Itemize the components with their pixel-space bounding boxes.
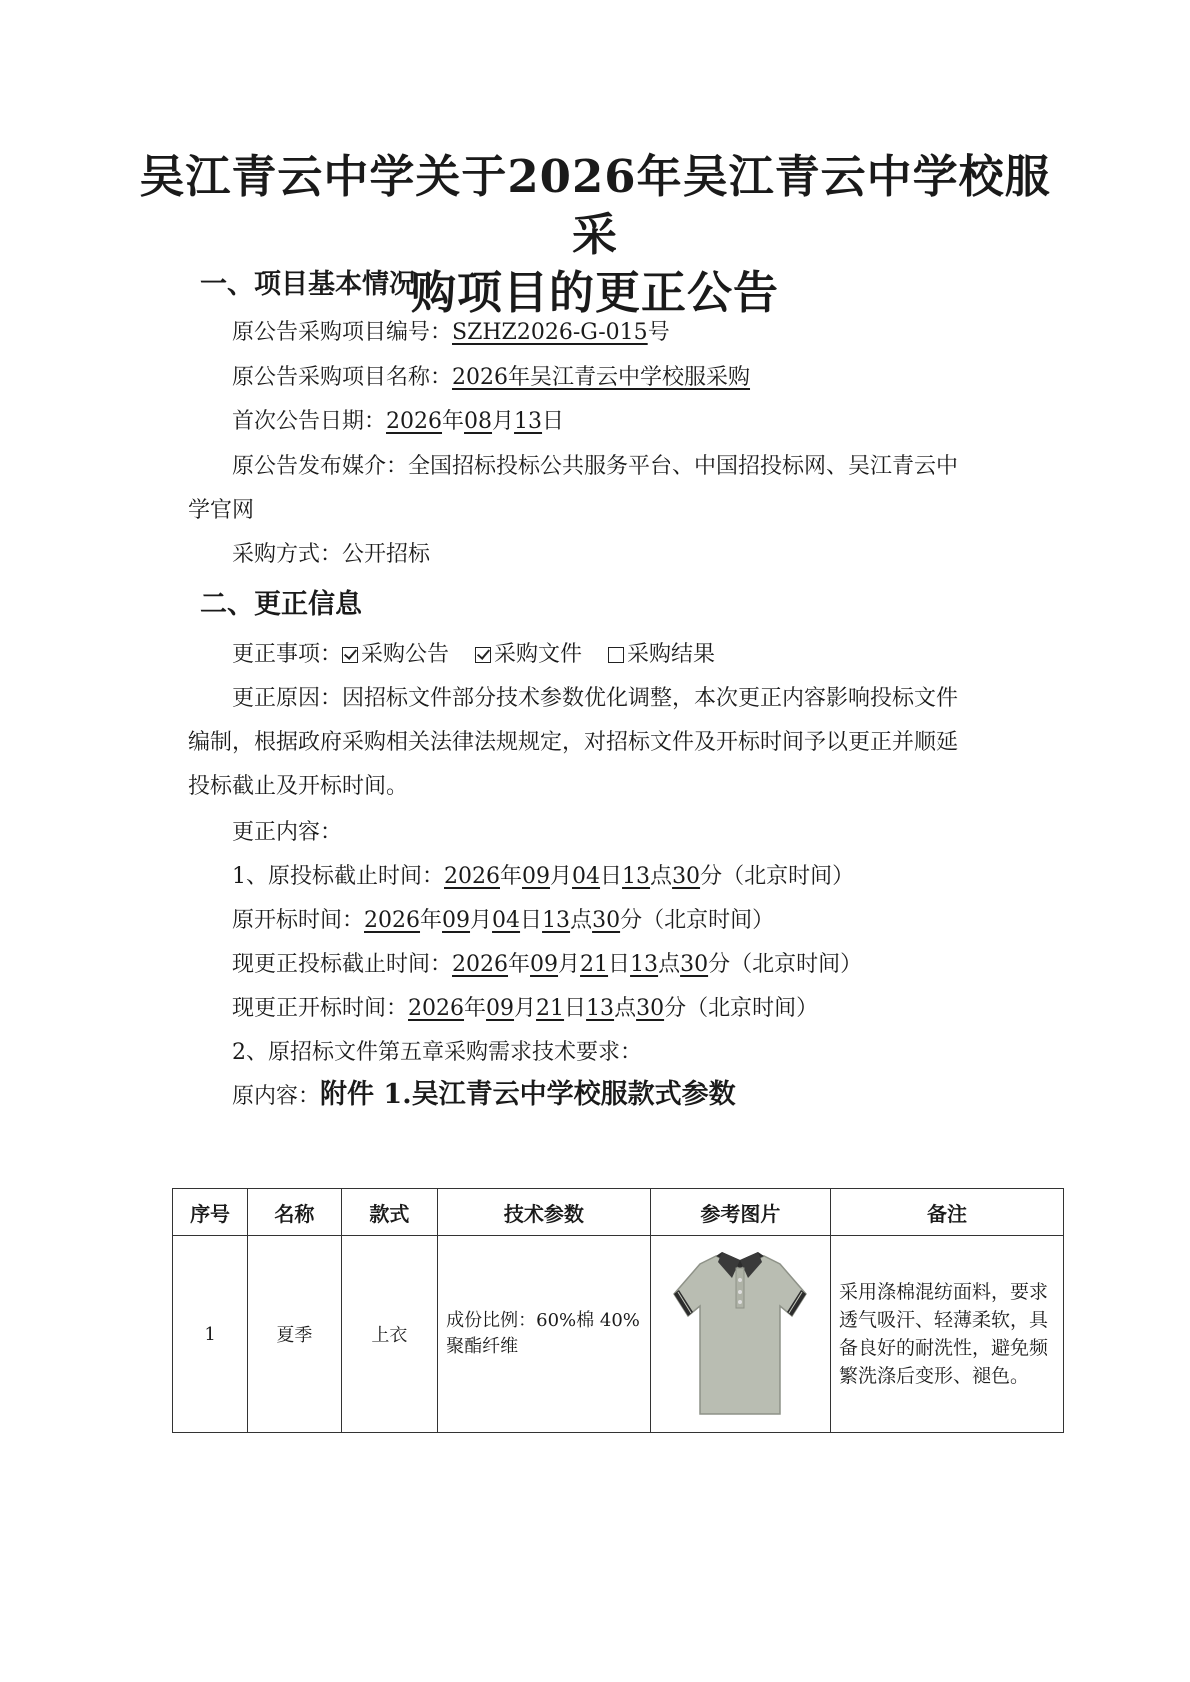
project-name-label: 原公告采购项目名称： — [232, 365, 453, 390]
option-results — [608, 642, 715, 667]
reason-line-3: 投标截止及开标时间。 — [188, 774, 409, 799]
reason-line-2: 编制，根据政府采购相关法律法规规定，对招标文件及开标时间予以更正并顺延 — [188, 730, 959, 755]
option-label: 采购文件 — [494, 642, 583, 667]
original-content-label: 原内容： — [232, 1084, 321, 1109]
first-date-day: 13 — [514, 409, 543, 434]
time-label: 现更正开标时间： — [232, 996, 409, 1021]
attachment-title: 附件 1.吴江青云中学校服款式参数 — [320, 1079, 736, 1110]
header-name: 名称 — [248, 1189, 341, 1236]
item-2-line: 2、原招标文件第五章采购需求技术要求： — [232, 1040, 642, 1065]
time-minute: 30 — [680, 952, 709, 977]
uniform-spec-table — [172, 1188, 1064, 1433]
time-zone: （北京时间） — [730, 952, 863, 977]
time-hour: 13 — [586, 996, 615, 1021]
time-day: 21 — [580, 952, 609, 977]
cell-image — [650, 1236, 830, 1433]
time-unit: 分 — [708, 952, 731, 977]
procurement-method: 采购方式：公开招标 — [232, 542, 431, 567]
cell-name: 夏季 — [248, 1236, 341, 1433]
unit-day: 日 — [542, 409, 565, 434]
time-month: 09 — [530, 952, 559, 977]
time-unit: 年 — [508, 952, 531, 977]
header-image: 参考图片 — [650, 1189, 830, 1236]
time-year: 2026 — [452, 952, 509, 977]
section-heading-correction: 二、更正信息 — [200, 589, 362, 620]
time-unit: 分 — [664, 996, 687, 1021]
time-unit: 日 — [608, 952, 631, 977]
project-name: 2026年吴江青云中学校服采购 — [452, 365, 751, 390]
time-line — [232, 950, 862, 980]
project-number: SZHZ2026-G-015 — [452, 320, 648, 345]
time-label: 现更正投标截止时间： — [232, 952, 453, 977]
time-day: 21 — [536, 996, 565, 1021]
cell-params: 成份比例：60%棉 40%聚酯纤维 — [438, 1236, 651, 1433]
time-unit: 月 — [550, 864, 573, 889]
time-unit: 月 — [470, 908, 493, 933]
time-month: 09 — [442, 908, 471, 933]
checkbox-unchecked-icon — [608, 647, 624, 663]
time-unit: 分 — [700, 864, 723, 889]
time-unit: 点 — [658, 952, 681, 977]
option-label: 采购公告 — [361, 642, 450, 667]
table-row — [173, 1236, 1064, 1433]
time-year: 2026 — [364, 908, 421, 933]
option-label: 采购结果 — [627, 642, 716, 667]
project-number-line — [232, 318, 670, 348]
content-label: 更正内容： — [232, 820, 343, 845]
project-number-suffix: 号 — [647, 320, 670, 345]
header-params: 技术参数 — [438, 1189, 651, 1236]
table-header-row — [173, 1189, 1064, 1236]
first-date-month: 08 — [464, 409, 493, 434]
time-label: 原开标时间： — [232, 908, 365, 933]
time-unit: 日 — [564, 996, 587, 1021]
media-line-1: 原公告发布媒介：全国招标投标公共服务平台、中国招投标网、吴江青云中 — [232, 454, 959, 479]
time-hour: 13 — [630, 952, 659, 977]
time-minute: 30 — [636, 996, 665, 1021]
time-year: 2026 — [444, 864, 500, 889]
media-line-2: 学官网 — [188, 498, 255, 523]
cell-note: 采用涤棉混纺面料，要求透气吸汗、轻薄柔软，具备良好的耐洗性，避免频繁洗涤后变形、褪色。 — [831, 1236, 1064, 1433]
header-no: 序号 — [173, 1189, 248, 1236]
time-unit: 年 — [420, 908, 443, 933]
time-unit: 分 — [620, 908, 643, 933]
time-unit: 月 — [514, 996, 537, 1021]
time-line — [232, 906, 774, 936]
cell-style: 上衣 — [341, 1236, 438, 1433]
time-month: 09 — [486, 996, 515, 1021]
first-date-line — [232, 407, 564, 437]
first-date-label: 首次公告日期： — [232, 409, 387, 434]
time-zone: （北京时间） — [722, 864, 855, 889]
time-line — [232, 862, 854, 892]
time-year: 2026 — [408, 996, 465, 1021]
time-unit: 年 — [464, 996, 487, 1021]
time-minute: 30 — [592, 908, 621, 933]
time-unit: 日 — [600, 864, 623, 889]
unit-month: 月 — [492, 409, 515, 434]
time-hour: 13 — [622, 864, 651, 889]
time-day: 04 — [492, 908, 521, 933]
original-content-line — [232, 1080, 736, 1112]
option-announcement — [342, 642, 449, 667]
header-style: 款式 — [341, 1189, 438, 1236]
header-note: 备注 — [831, 1189, 1064, 1236]
option-documents — [475, 642, 582, 667]
project-number-label: 原公告采购项目编号： — [232, 320, 453, 345]
time-month: 09 — [522, 864, 551, 889]
time-unit: 点 — [614, 996, 637, 1021]
time-minute: 30 — [672, 864, 701, 889]
title-line-2: 购项目的更正公告 — [410, 266, 779, 319]
first-date-year: 2026 — [386, 409, 443, 434]
correction-items-label: 更正事项： — [232, 642, 343, 667]
time-unit: 日 — [520, 908, 543, 933]
section-heading-basic-info: 一、项目基本情况 — [200, 269, 416, 300]
time-line — [232, 994, 818, 1024]
time-zone: （北京时间） — [686, 996, 819, 1021]
project-name-line — [232, 363, 750, 393]
time-unit: 点 — [650, 864, 673, 889]
correction-items-line — [232, 640, 741, 670]
time-unit: 月 — [558, 952, 581, 977]
reason-line-1: 更正原因：因招标文件部分技术参数优化调整，本次更正内容影响投标文件 — [232, 686, 959, 711]
time-unit: 点 — [570, 908, 593, 933]
time-unit: 年 — [500, 864, 523, 889]
checkbox-checked-icon — [342, 647, 358, 663]
unit-year: 年 — [442, 409, 465, 434]
title-line-1: 吴江青云中学关于2026年吴江青云中学校服采 — [139, 150, 1051, 261]
time-hour: 13 — [542, 908, 571, 933]
time-day: 04 — [572, 864, 601, 889]
cell-no: 1 — [173, 1236, 248, 1433]
time-zone: （北京时间） — [642, 908, 775, 933]
checkbox-checked-icon — [475, 647, 491, 663]
polo-shirt-image — [670, 1246, 810, 1422]
time-label: 1、原投标截止时间： — [232, 864, 444, 889]
